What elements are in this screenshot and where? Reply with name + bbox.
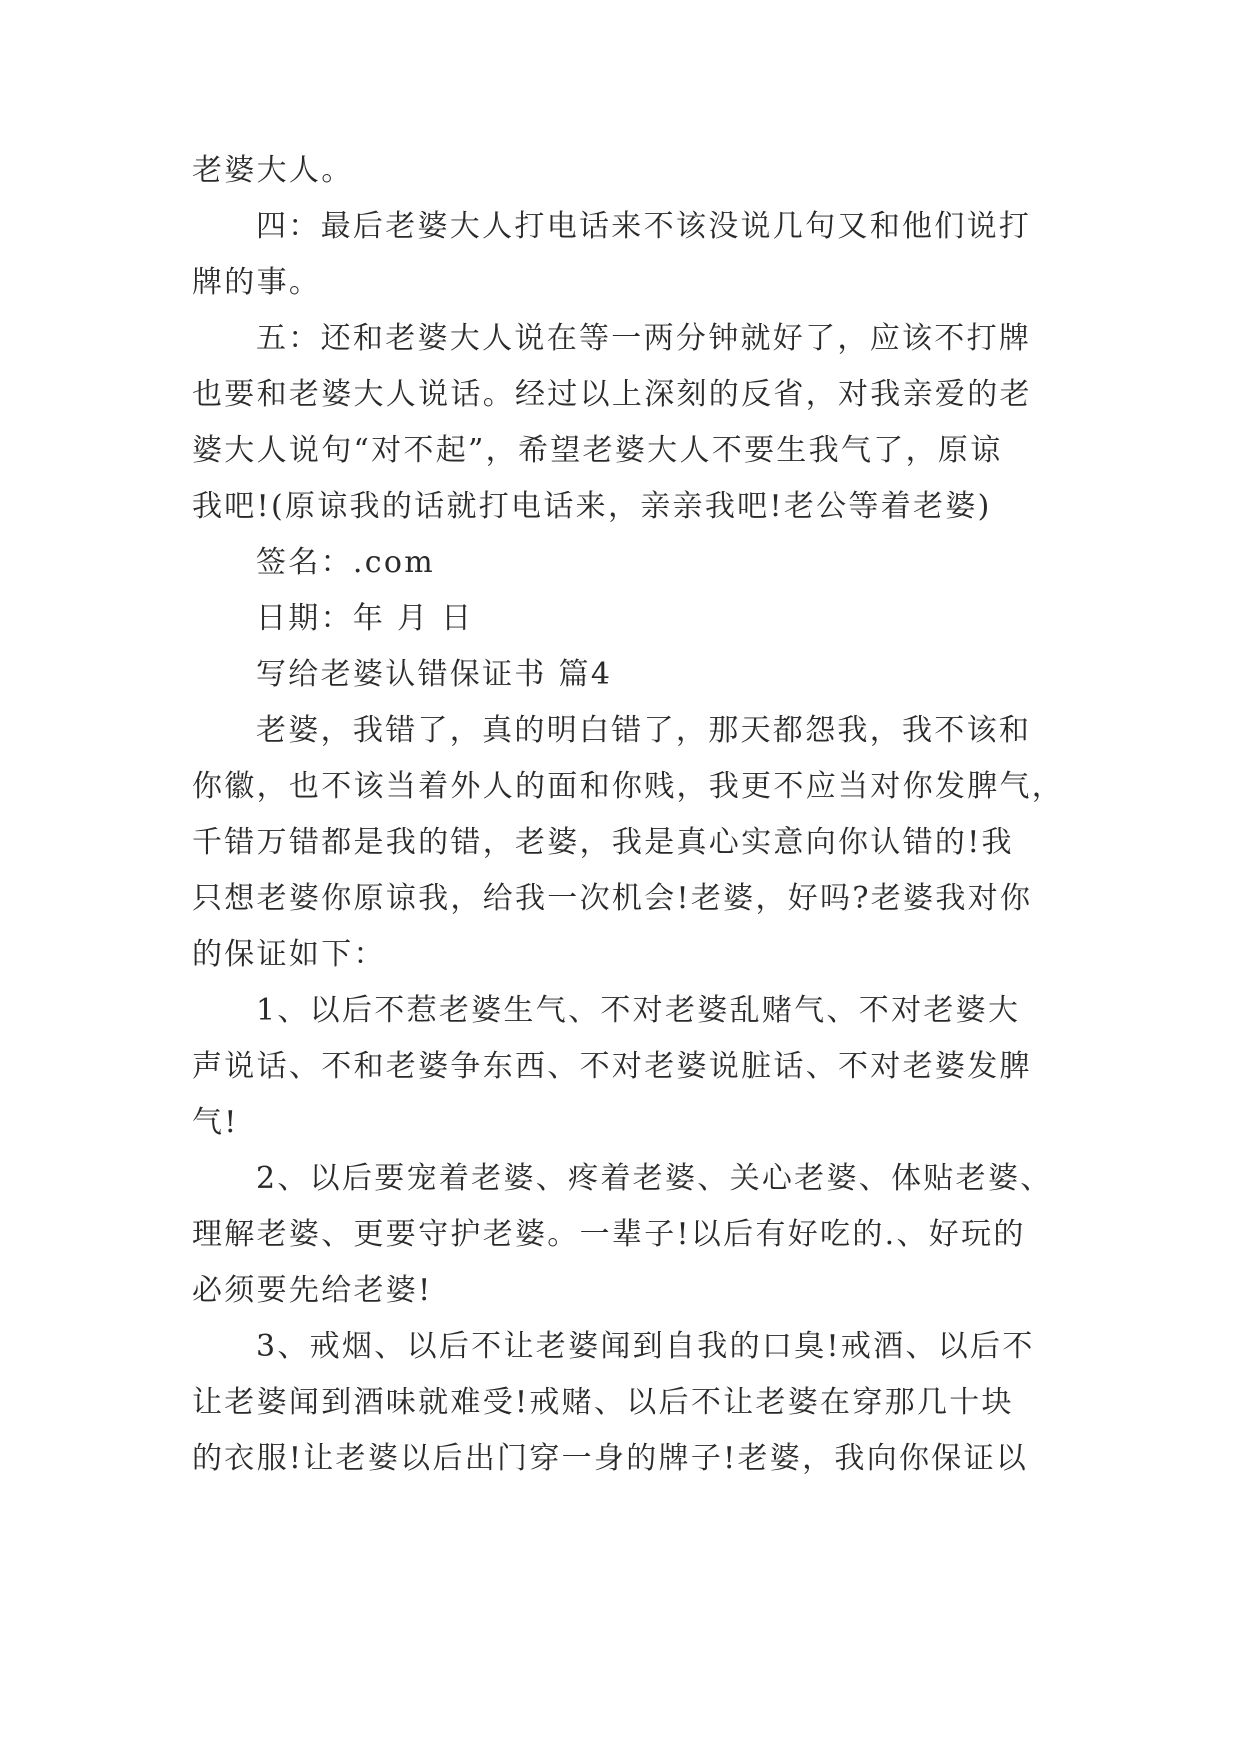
text-line: 四：最后老婆大人打电话来不该没说几句又和他们说打 bbox=[256, 209, 1032, 244]
text-line: 只想老婆你原谅我，给我一次机会!老婆，好吗?老婆我对你 bbox=[192, 881, 1033, 916]
list-item: 3、戒烟、以后不让老婆闻到自我的口臭!戒酒、以后不 bbox=[256, 1329, 1035, 1364]
text-line: 老婆，我错了，真的明白错了，那天都怨我，我不该和 bbox=[256, 713, 1032, 748]
text-line: 你徽，也不该当着外人的面和你贱，我更不应当对你发脾气， bbox=[192, 769, 1065, 804]
text-line: 理解老婆、更要守护老婆。一辈子!以后有好吃的.、好玩的 bbox=[192, 1217, 1026, 1252]
text-line: 牌的事。 bbox=[192, 265, 322, 300]
text-line: 老婆大人。 bbox=[192, 153, 354, 188]
text-line: 千错万错都是我的错，老婆，我是真心实意向你认错的!我 bbox=[192, 825, 1014, 860]
section-heading: 写给老婆认错保证书 篇4 bbox=[256, 657, 613, 692]
list-item: 2、以后要宠着老婆、疼着老婆、关心老婆、体贴老婆、 bbox=[256, 1161, 1053, 1196]
list-item: 1、以后不惹老婆生气、不对老婆乱赌气、不对老婆大 bbox=[256, 993, 1021, 1028]
text-line: 也要和老婆大人说话。经过以上深刻的反省，对我亲爱的老 bbox=[192, 377, 1032, 412]
text-line: 五：还和老婆大人说在等一两分钟就好了，应该不打牌 bbox=[256, 321, 1032, 356]
text-line: 必须要先给老婆! bbox=[192, 1273, 433, 1308]
text-line: 声说话、不和老婆争东西、不对老婆说脏话、不对老婆发脾 bbox=[192, 1049, 1032, 1084]
text-line: 的保证如下： bbox=[192, 937, 386, 972]
text-line: 的衣服!让老婆以后出门穿一身的牌子!老婆，我向你保证以 bbox=[192, 1441, 1029, 1476]
date-line: 日期：年 月 日 bbox=[256, 601, 474, 636]
text-line: 婆大人说句“对不起”，希望老婆大人不要生我气了，原谅 bbox=[192, 433, 1003, 468]
text-line: 让老婆闻到酒味就难受!戒赌、以后不让老婆在穿那几十块 bbox=[192, 1385, 1014, 1420]
text-line: 我吧!(原谅我的话就打电话来，亲亲我吧!老公等着老婆) bbox=[192, 489, 992, 524]
signature-line: 签名：.com bbox=[256, 545, 435, 580]
text-line: 气! bbox=[192, 1105, 239, 1140]
